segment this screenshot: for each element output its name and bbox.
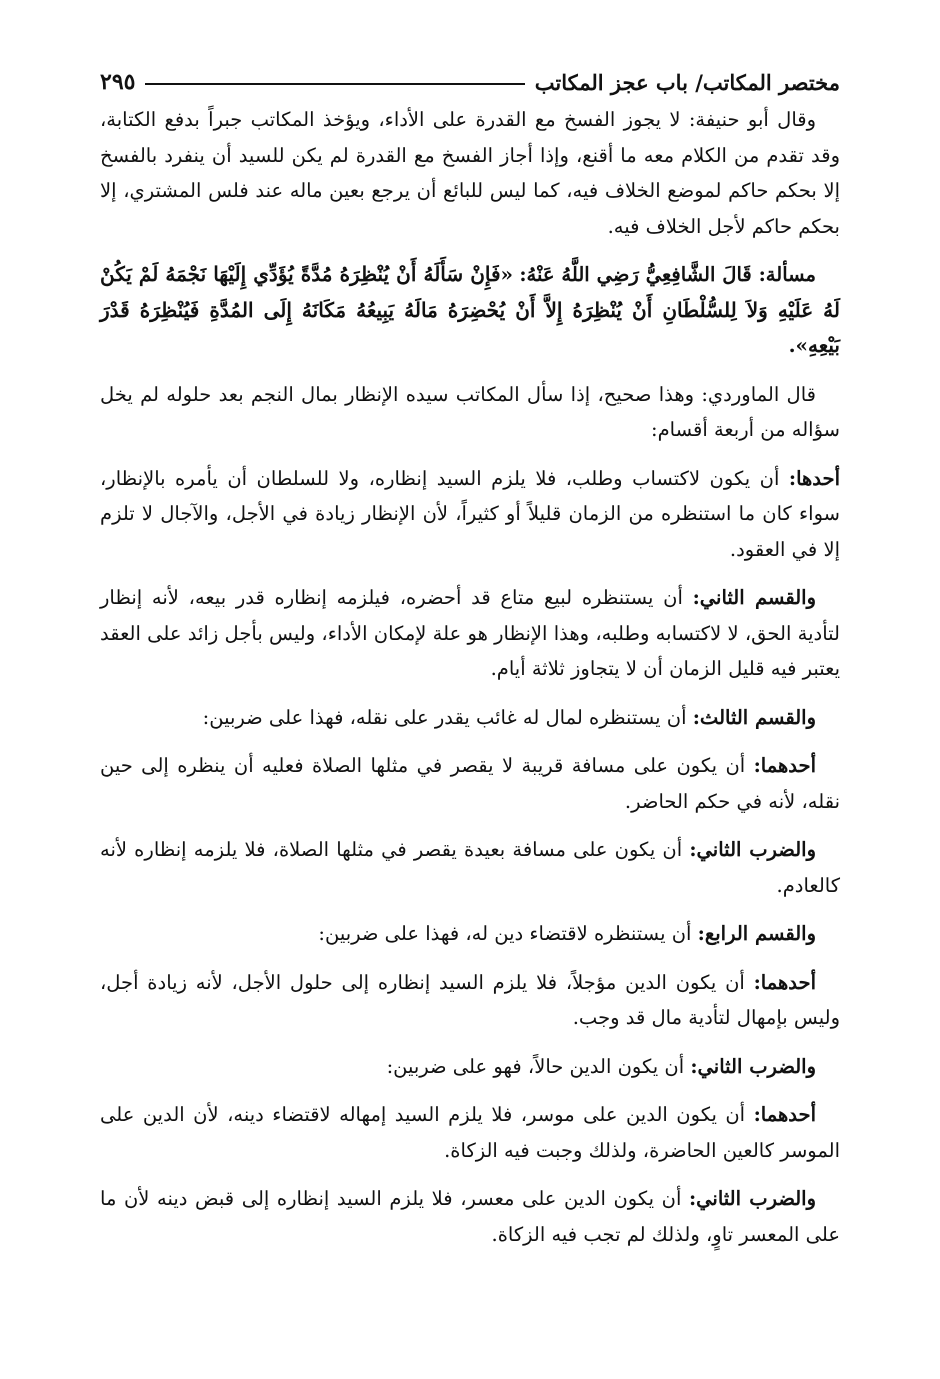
paragraph-8 <box>100 832 840 903</box>
paragraph-text: قال الماوردي: وهذا صحيح، إذا سأل المكاتب سيده الإنظار بمال النجم بعد حلوله لم يخل سؤاله من أربعة أقسام: <box>100 382 840 441</box>
paragraph-6 <box>100 700 840 736</box>
paragraph-text: أن يكون على مسافة قريبة لا يقصر في مثلها الصلاة فعليه أن ينظره إلى حين نقله، لأنه في حكم الحاضر. <box>100 754 840 813</box>
paragraph-text: أن يكون الدين مؤجلاً، فلا يلزم السيد إنظاره إلى حلول الأجل، لأنه زيادة أجل، وليس بإمهال لتأدية مال قد وجب. <box>100 970 840 1029</box>
page-number: ٢٩٥ <box>100 69 136 95</box>
paragraph-lead: والضرب الثاني: <box>688 1187 817 1210</box>
paragraph-lead: مسألة: قَالَ الشَّافِعِيُّ رَضِي اللَّهُ عَنْهُ: <box>519 263 816 286</box>
paragraph-13 <box>100 1181 840 1252</box>
paragraph-lead: والقسم الرابع: <box>697 922 816 945</box>
paragraph-12 <box>100 1097 840 1168</box>
paragraph-9 <box>100 916 840 952</box>
paragraph-11 <box>100 1049 840 1085</box>
paragraph-text: أن يكون الدين حالاً، فهو على ضربين: <box>386 1054 685 1078</box>
paragraph-text: أن يستنظره لبيع متاع قد أحضره، فيلزمه إنظاره قدر بيعه، لأنه إنظار لتأدية الحق، لا لاكتسابه وطلبه، وهذا الإنظار هو علة لإمكان الأداء، وليس بأجل زائد على العقد يعتبر فيه قليل الزمان أن لا يتجاوز ثلاثة أيام. <box>100 586 840 680</box>
paragraph-2-mas-ala <box>100 257 840 364</box>
running-title: مختصر المكاتب/ باب عجز المكاتب <box>534 69 840 95</box>
paragraph-5 <box>100 580 840 687</box>
header-rule <box>145 83 524 85</box>
paragraph-10 <box>100 965 840 1036</box>
paragraph-text: أن يستنظره لمال له غائب يقدر على نقله، فهذا على ضربين: <box>202 705 687 729</box>
paragraph-lead: والضرب الثاني: <box>690 1054 816 1078</box>
paragraph-lead: أحدهما: <box>753 754 816 777</box>
paragraph-text: أن يكون على مسافة بعيدة يقصر في مثلها الصلاة، فلا يلزمه إنظاره لأنه كالعادم. <box>100 838 840 897</box>
paragraph-7 <box>100 748 840 819</box>
running-header <box>100 64 840 100</box>
paragraph-text: أن يستنظره لاقتضاء دين له، فهذا على ضربين: <box>318 922 692 945</box>
paragraph-text: أن يكون الدين على معسر، فلا يلزم السيد إنظاره إلى قبض دينه لأن ما على المعسر تاوٍ، ولذلك لم تجب فيه الزكاة. <box>100 1187 840 1246</box>
paragraph-lead: أحدها: <box>788 466 841 490</box>
paragraph-lead: أحدهما: <box>753 970 816 994</box>
paragraph-text: أن يكون لاكتساب وطلب، فلا يلزم السيد إنظاره، ولا للسلطان أن يأمره بالإنظار، سواء كان ما استنظره من الزمان قليلاً أو كثيراً، لأن الإنظار زيادة في الأجل، والآجال لا تلزم إلا في العقود. <box>100 466 840 561</box>
shafii-quote: «فَإِنْ سَأَلَهُ أَنْ يُنْظِرَهُ مُدَّةً يُؤَدِّي إِلَيْهَا نَجْمَهُ لَمْ يَكُنْ لَهُ عَلَيْهِ وَلاَ لِلسُّلْطَانِ أَنْ يُنْظِرَهُ إِلاَّ أَنْ يُحْضِرَهُ مَالَهُ يَبِيعُهُ مَكَانَهُ إِلَى المُدَّةِ فَيُنْظِرَهُ قَدْرَ بَيْعِهِ». <box>100 262 840 357</box>
paragraph-4 <box>100 461 840 568</box>
paragraph-1 <box>100 102 840 244</box>
paragraph-text: وقال أبو حنيفة: لا يجوز الفسخ مع القدرة على الأداء، ويؤخذ المكاتب جبراً بدفع الكتابة، وقد تقدم من الكلام معه ما أقنع، وإذا أجاز الفسخ مع القدرة لم يكن للسيد أن ينفرد بالفسخ إلا بحكم حاكم لموضع الخلاف فيه، كما ليس للبائع أن يرجع بعين ماله عند فلس المشتري، إلا بحكم حاكم لأجل الخلاف فيه. <box>100 108 840 238</box>
paragraph-lead: والقسم الثالث: <box>692 705 816 729</box>
paragraph-lead: والضرب الثاني: <box>689 838 816 861</box>
paragraph-text: أن يكون الدين على موسر، فلا يلزم السيد إمهاله لاقتضاء دينه، لأن الدين على الموسر كالعين الحاضرة، ولذلك وجبت فيه الزكاة. <box>100 1103 840 1162</box>
paragraph-lead: أحدهما: <box>753 1103 816 1126</box>
paragraph-lead: والقسم الثاني: <box>692 586 816 609</box>
page-body <box>100 102 840 1265</box>
paragraph-3 <box>100 377 840 448</box>
